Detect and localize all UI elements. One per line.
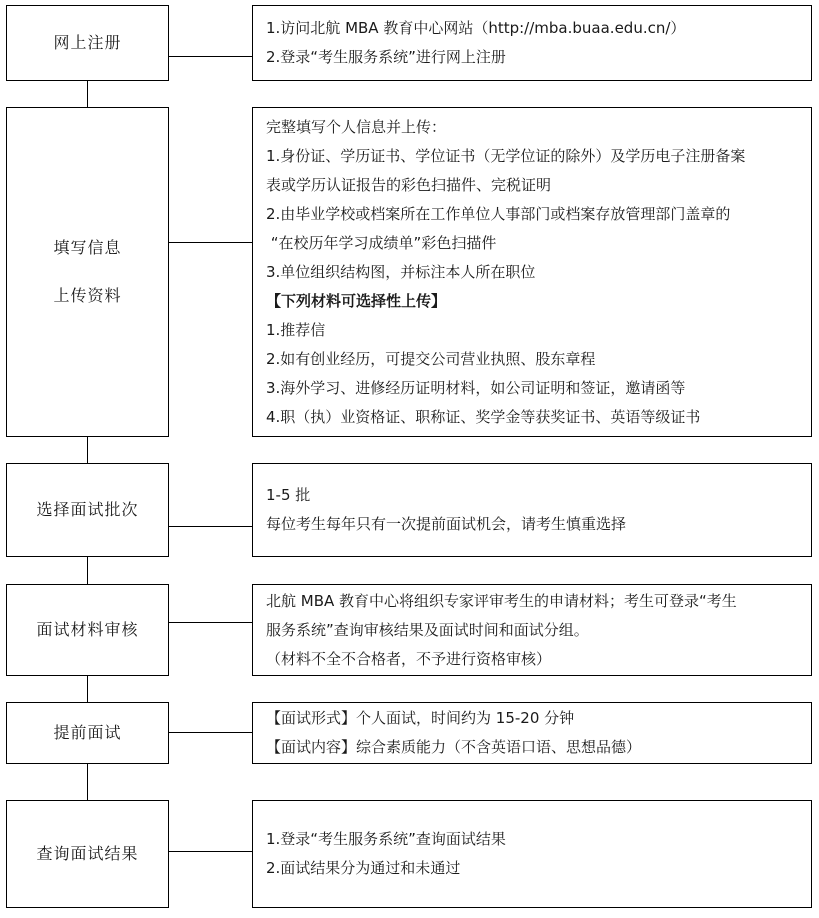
connector-step3-step4 [87,557,88,584]
connector-row3 [169,526,252,527]
detail-box-fill-info [252,107,812,437]
step-label-choose-batch: 选择面试批次 [36,500,139,519]
step-label-upload-material: 上传资料 [53,286,122,305]
connector-row4 [169,622,252,623]
connector-step2-step3 [87,437,88,463]
detail-line: 2.登录“考生服务系统”进行网上注册 [266,48,506,66]
step-label-early-interview: 提前面试 [53,723,122,742]
detail-line: 北航 MBA 教育中心将组织专家评审考生的申请材料；考生可登录“考生 [266,591,737,610]
detail-box-material-review [252,584,812,676]
detail-line: 1-5 批 [266,486,311,504]
detail-line: 服务系统”查询审核结果及面试时间和面试分组。 [266,620,589,639]
detail-line: 完整填写个人信息并上传： [266,117,447,136]
step-box-query-result [6,800,169,908]
detail-line-optional-header: 【下列材料可选择性上传】 [266,291,447,310]
detail-box-choose-batch [252,463,812,557]
step-box-early-interview [6,702,169,764]
detail-line: 【面试形式】个人面试，时间约为 15-20 分钟 [266,709,575,727]
step-label-fill-info: 填写信息 [53,238,122,257]
detail-box-early-interview [252,702,812,764]
connector-row6 [169,851,252,852]
detail-line: 1.访问北航 MBA 教育中心网站（http://mba.buaa.edu.cn/） [266,19,686,37]
step-box-choose-batch [6,463,169,557]
connector-step5-step6 [87,764,88,800]
step-label-material-review: 面试材料审核 [36,620,139,639]
detail-box-query-result [252,800,812,908]
connector-row5 [169,732,252,733]
connector-step1-step2 [87,81,88,107]
detail-line: 1.身份证、学历证书、学位证书（无学位证的除外）及学历电子注册备案 [266,146,746,165]
detail-line: 3.海外学习、进修经历证明材料，如公司证明和签证，邀请函等 [266,378,686,397]
detail-line: 2.如有创业经历，可提交公司营业执照、股东章程 [266,349,596,368]
detail-line: （材料不全不合格者，不予进行资格审核） [266,649,552,668]
detail-line: “在校历年学习成绩单”彩色扫描件 [266,233,497,252]
step-label-query-result: 查询面试结果 [36,844,139,863]
connector-step4-step5 [87,676,88,702]
detail-line: 【面试内容】综合素质能力（不含英语口语、思想品德） [266,738,642,756]
step-label-online-register: 网上注册 [53,33,122,52]
detail-line: 3.单位组织结构图，并标注本人所在职位 [266,262,536,281]
detail-line: 每位考生每年只有一次提前面试机会，请考生慎重选择 [266,515,627,533]
detail-line: 2.面试结果分为通过和未通过 [266,859,461,877]
step-box-online-register [6,5,169,81]
detail-line: 1.登录“考生服务系统”查询面试结果 [266,830,506,848]
step-box-fill-info [6,107,169,437]
detail-line: 1.推荐信 [266,320,326,339]
connector-row2 [169,242,252,243]
detail-line: 4.职（执）业资格证、职称证、奖学金等获奖证书、英语等级证书 [266,407,701,426]
detail-box-online-register [252,5,812,81]
detail-line: 2.由毕业学校或档案所在工作单位人事部门或档案存放管理部门盖章的 [266,204,731,223]
connector-row1 [169,56,252,57]
step-box-material-review [6,584,169,676]
detail-line: 表或学历认证报告的彩色扫描件、完税证明 [266,175,552,194]
